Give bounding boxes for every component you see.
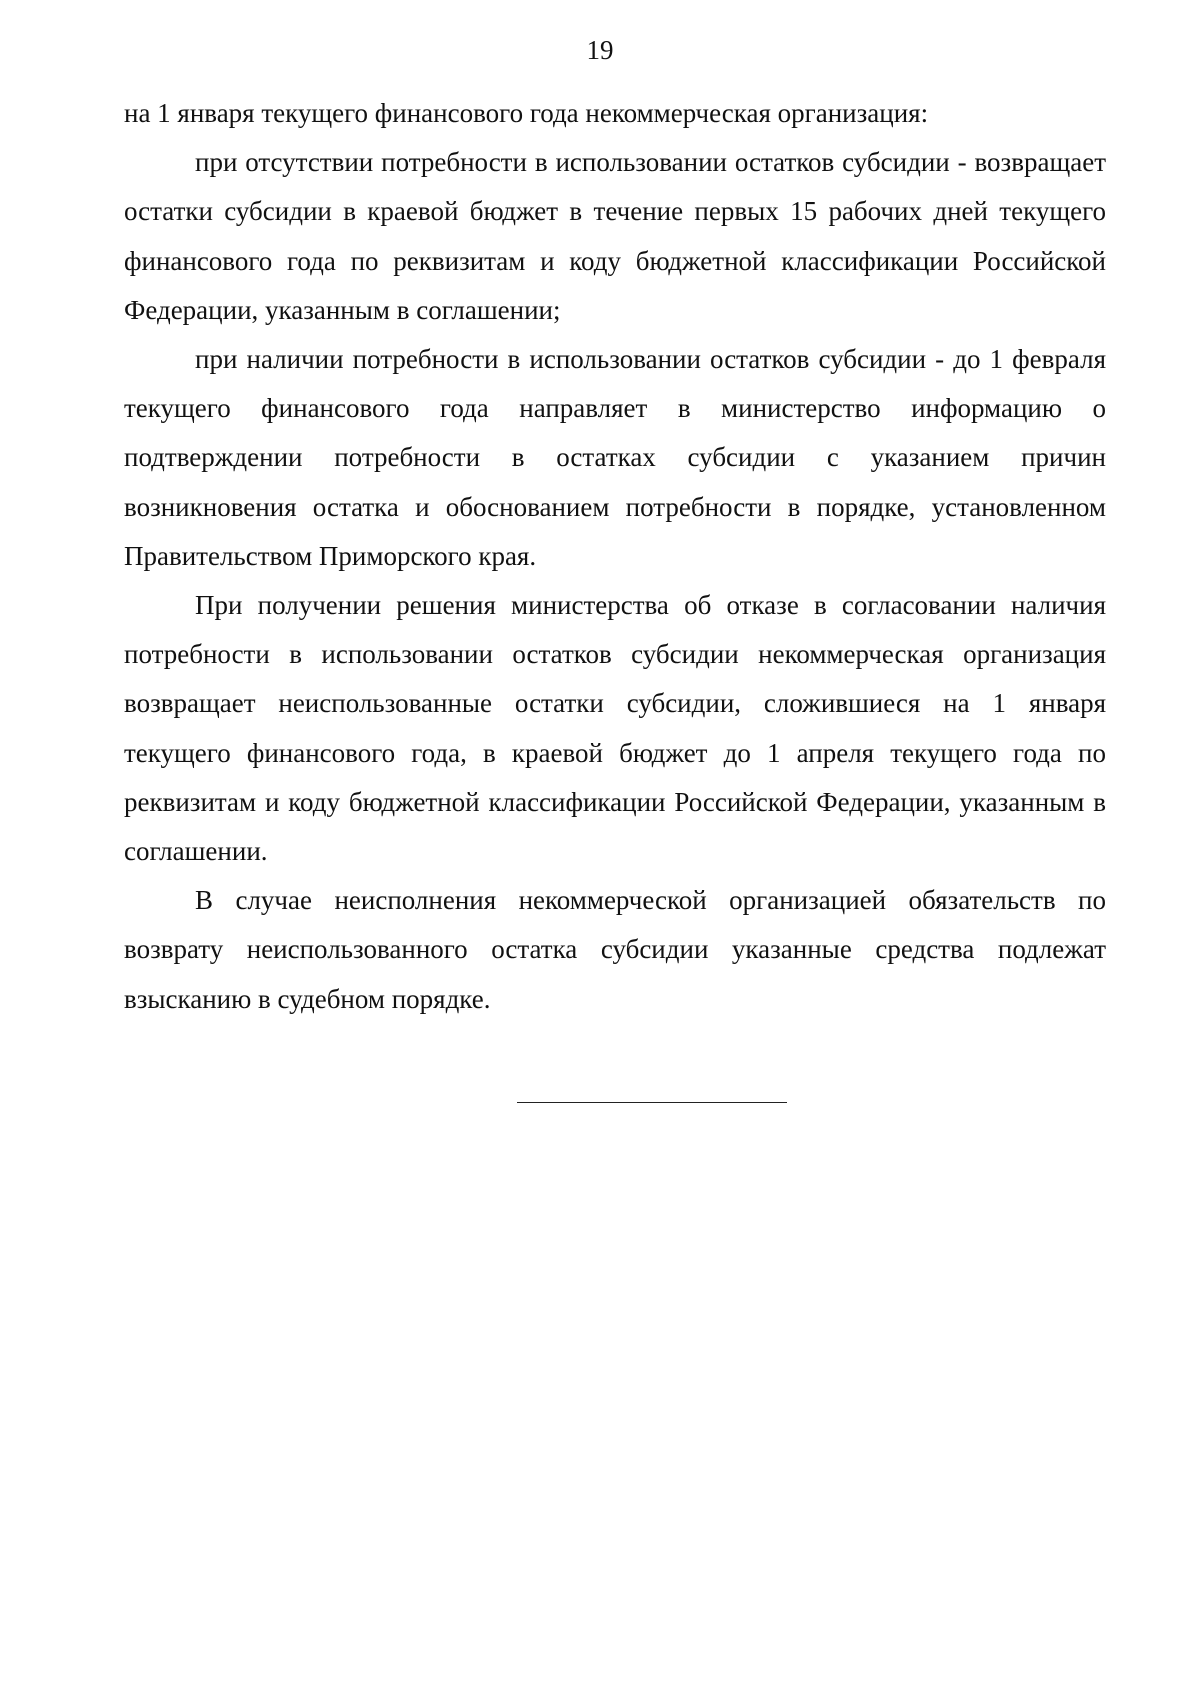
document-body	[124, 89, 1106, 1024]
paragraph-need: при наличии потребности в использовании остатков субсидии - до 1 февраля текущего финансового года направляет в министерство информацию о подтверждении потребности в остатках субсидии с указанием причин возникновения остатка и обоснованием потребности в порядке, установленном Правительством Приморского края.	[124, 344, 1106, 571]
page-number: 19	[586, 35, 614, 65]
paragraph-enforcement: В случае неисполнения некоммерческой организацией обязательств по возврату неиспользованного остатка субсидии указанные средства подлежат взысканию в судебном порядке.	[124, 885, 1106, 1014]
end-of-document-rule	[517, 1102, 787, 1103]
paragraph-no-need: при отсутствии потребности в использовании остатков субсидии - возвращает остатки субсидии в краевой бюджет в течение первых 15 рабочих дней текущего финансового года по реквизитам и коду бюджетной классификации Российской Федерации, указанным в соглашении;	[124, 147, 1106, 325]
paragraph-refusal: При получении решения министерства об отказе в согласовании наличия потребности в использовании остатков субсидии некоммерческая организация возвращает неиспользованные остатки субсидии, сложившиеся на 1 января текущего финансового года, в краевой бюджет до 1 апреля текущего года по реквизитам и коду бюджетной классификации Российской Федерации, указанным в соглашении.	[124, 590, 1106, 867]
paragraph-continuation: на 1 января текущего финансового года некоммерческая организация:	[124, 98, 929, 128]
